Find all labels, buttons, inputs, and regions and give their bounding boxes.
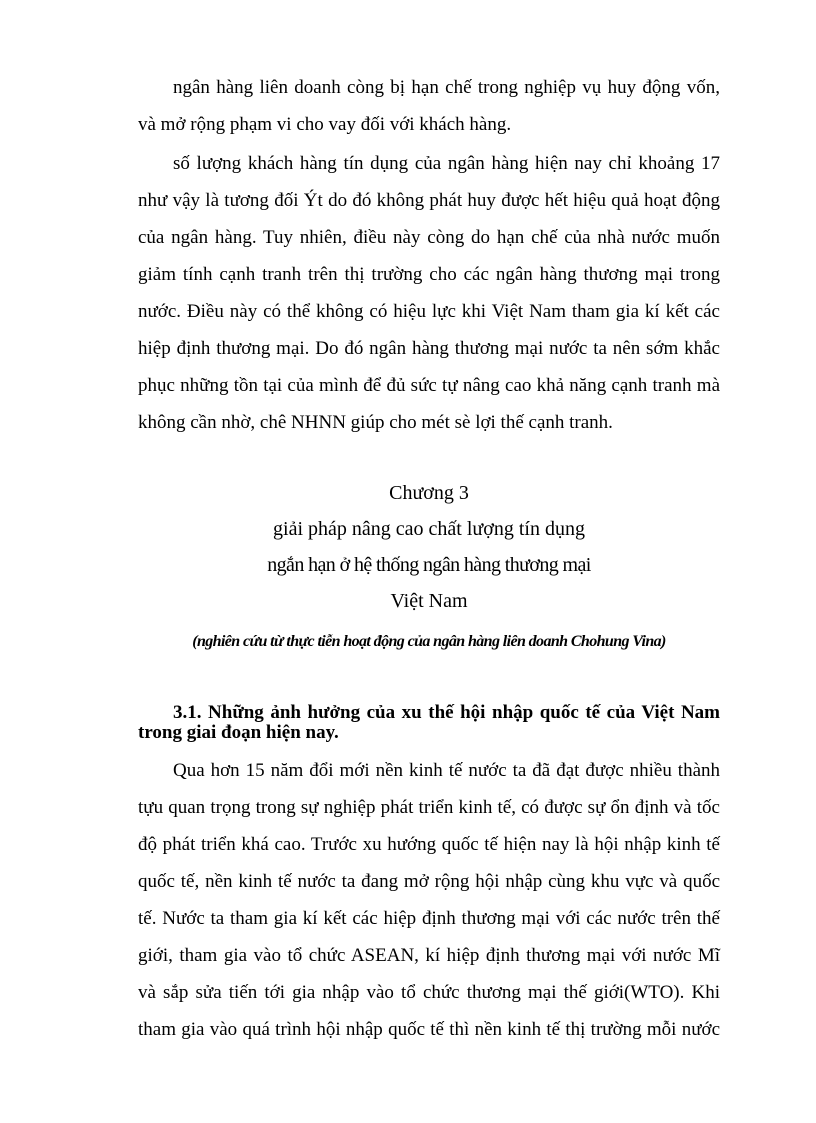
chapter-title-line: giải pháp nâng cao chất lượng tín dụng <box>273 518 585 540</box>
text-line: phục những tồn tại của mình để đủ sức tự nâng cao khả năng cạnh tranh mà <box>138 375 720 396</box>
text-line: như vậy là tương đối Ýt do đó không phát huy được hết hiệu quả hoạt động <box>138 190 720 211</box>
paragraph-1 <box>138 78 720 135</box>
text-line: tham gia vào quá trình hội nhập quốc tế thì nền kinh tế thị trường mỗi nước <box>138 1019 720 1040</box>
paragraph-2 <box>138 154 720 433</box>
section-heading-line: trong giai đoạn hiện nay. <box>138 722 339 743</box>
text-line: độ phát triển khá cao. Trước xu hướng quốc tế hiện nay là hội nhập kinh tế <box>138 834 720 855</box>
text-line: số lượng khách hàng tín dụng của ngân hàng hiện nay chỉ khoảng 17 <box>173 153 720 174</box>
paragraph-3 <box>138 761 720 1040</box>
text-line: nước. Điều này có thể không có hiệu lực khi Việt Nam tham gia kí kết các <box>138 301 720 322</box>
text-line: ngân hàng liên doanh còng bị hạn chế trong nghiệp vụ huy động vốn, <box>173 77 720 98</box>
text-line: hiệp định thương mại. Do đó ngân hàng thương mại nước ta nên sớm khắc <box>138 338 720 359</box>
text-line: giới, tham gia vào tổ chức ASEAN, kí hiệp định thương mại với nước Mĩ <box>138 945 720 966</box>
text-line: và sắp sửa tiến tới gia nhập vào tổ chức thương mại thế giới(WTO). Khi <box>138 982 720 1003</box>
document-page <box>138 78 720 1040</box>
chapter-title-line: Việt Nam <box>390 590 468 612</box>
section-heading <box>138 703 720 743</box>
text-line: của ngân hàng. Tuy nhiên, điều này còng do hạn chế của nhà nước muốn <box>138 227 720 248</box>
text-line: tế. Nước ta tham gia kí kết các hiệp định thương mại với các nước trên thế <box>138 908 720 929</box>
chapter-title-line: ngắn hạn ở hệ thống ngân hàng thương mại <box>267 554 591 576</box>
chapter-heading <box>138 483 720 651</box>
text-line: Qua hơn 15 năm đổi mới nền kinh tế nước ta đã đạt được nhiều thành <box>173 760 720 781</box>
text-line: giảm tính cạnh tranh trên thị trường cho các ngân hàng thương mại trong <box>138 264 720 285</box>
chapter-subtitle: (nghiên cứu từ thực tiễn hoạt động của ngân hàng liên doanh Chohung Vina) <box>192 633 666 650</box>
text-line: không cần nhờ, chê NHNN giúp cho mét sè lợi thế cạnh tranh. <box>138 412 613 433</box>
chapter-number: Chương 3 <box>389 482 469 504</box>
text-line: quốc tế, nền kinh tế nước ta đang mở rộng hội nhập cùng khu vực và quốc <box>138 871 720 892</box>
section-heading-line: 3.1. Những ảnh hưởng của xu thế hội nhập quốc tế của Việt Nam <box>173 702 720 723</box>
text-line: tựu quan trọng trong sự nghiệp phát triển kinh tế, có được sự ổn định và tốc <box>138 797 720 818</box>
text-line: và mở rộng phạm vi cho vay đối với khách hàng. <box>138 114 512 135</box>
